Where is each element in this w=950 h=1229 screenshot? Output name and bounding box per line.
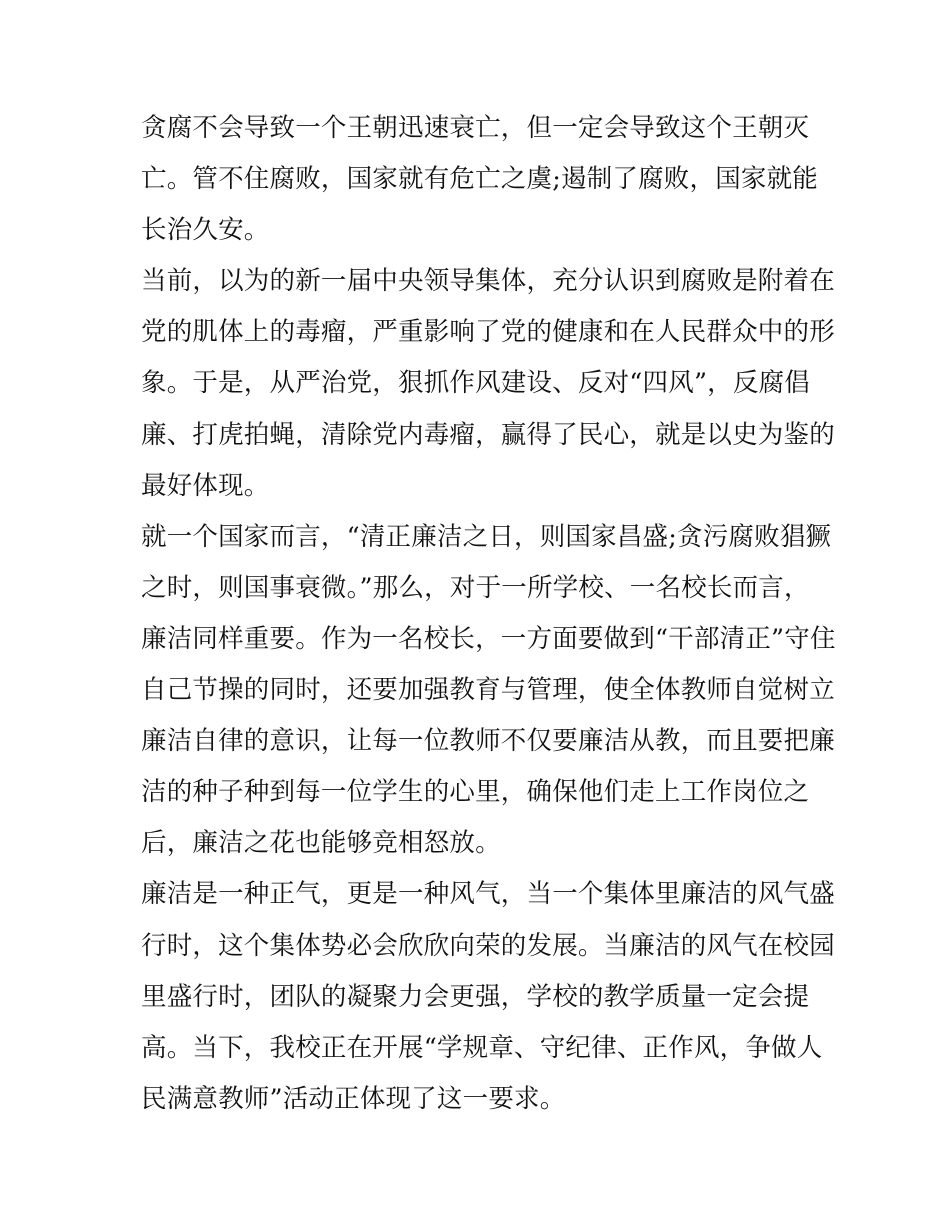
text-line: 当前，以为的新一届中央领导集体，充分认识到腐败是附着在 — [141, 266, 835, 297]
text-line: 廉洁同样重要。作为一名校长，一方面要做到“干部清正”守住 — [141, 623, 836, 654]
text-line: 里盛行时，团队的凝聚力会更强，学校的教学质量一定会提 — [141, 981, 810, 1012]
text-line: 廉、打虎拍蝇，清除党内毒瘤，赢得了民心，就是以史为鉴的 — [141, 419, 835, 450]
text-line: 廉洁自律的意识，让每一位教师不仅要廉洁从教，而且要把廉 — [141, 726, 835, 757]
paragraph-1 — [141, 103, 821, 256]
document-body — [141, 103, 836, 1125]
text-line: 自己节操的同时，还要加强教育与管理，使全体教师自觉树立 — [141, 675, 835, 706]
text-line: 最好体现。 — [141, 470, 270, 501]
text-line: 亡。管不住腐败，国家就有危亡之虞;遏制了腐败，国家就能 — [141, 164, 818, 195]
text-line: 就一个国家而言，“清正廉洁之日，则国家昌盛;贪污腐败猖獗 — [141, 521, 832, 552]
text-line: 象。于是，从严治党，狠抓作风建设、反对“四风”，反腐倡 — [141, 368, 810, 399]
text-line: 贪腐不会导致一个王朝迅速衰亡，但一定会导致这个王朝灭 — [141, 113, 810, 143]
text-line: 后，廉洁之花也能够竞相怒放。 — [141, 828, 501, 859]
paragraph-4 — [141, 869, 835, 1124]
text-line: 长治久安。 — [141, 215, 270, 246]
text-line: 民满意教师”活动正体现了这一要求。 — [141, 1083, 566, 1114]
text-line: 党的肌体上的毒瘤，严重影响了党的健康和在人民群众中的形 — [141, 317, 835, 348]
paragraph-2 — [141, 256, 835, 511]
text-line: 高。当下，我校正在开展“学规章、守纪律、正作风，争做人 — [141, 1032, 823, 1063]
text-line: 行时，这个集体势必会欣欣向荣的发展。当廉洁的风气在校园 — [141, 930, 835, 961]
text-line: 廉洁是一种正气，更是一种风气，当一个集体里廉洁的风气盛 — [141, 879, 835, 910]
paragraph-3 — [141, 512, 836, 870]
text-line: 洁的种子种到每一位学生的心里，确保他们走上工作岗位之 — [141, 777, 810, 808]
text-line: 之时，则国事衰微。”那么，对于一所学校、一名校长而言， — [141, 572, 810, 603]
